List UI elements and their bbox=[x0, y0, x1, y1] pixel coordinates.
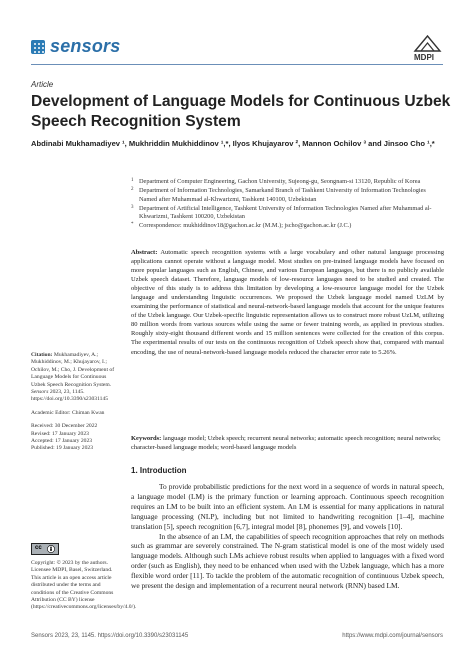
article-title: Development of Language Models for Continuous Uzbek Speech Recognition System bbox=[31, 93, 451, 130]
author-list: Abdinabi Mukhamadiyev ¹, Mukhriddin Mukhiddinov ¹,*, Ilyos Khujayarov ², Mannon Ochilov ³ and Jinsoo Cho ¹,* bbox=[31, 139, 435, 148]
logo-dot bbox=[34, 51, 36, 53]
affiliation-item: 3 Department of Artificial Intelligence, Tashkent University of Information Technologies Named after Muhammad al-Khwarizmi, Tashkent 100200, Uzbekistan bbox=[131, 204, 432, 221]
citation-doi-link[interactable]: 2023, 23, 1145. https://doi.org/10.3390/s23031145 bbox=[31, 389, 109, 403]
correspondence[interactable]: * Correspondence: mukhiddinov18@gachon.ac.kr (M.M.); jscho@gachon.ac.kr (J.C.) bbox=[131, 222, 352, 230]
footer-journal-url[interactable]: https://www.mdpi.com/journal/sensors bbox=[342, 633, 443, 639]
logo-dot bbox=[38, 43, 40, 45]
logo-dot bbox=[34, 43, 36, 45]
paragraph: In the absence of an LM, the capabilities of speech recognition approaches that rely on methods such as grammar are severely constrained. The N-gram statistical model is one of the most widely used language models. Although such LMs achieve robust results when applied to languages with a fixed word order (such as English), they need to be enhanced when used with the Uzbek language, which has a more flexible word order [11]. To tackle the problem of the automatic recognition of continuous Uzbek speech, we present the design and implementation of a recurrent neural network (RNN) based LM. bbox=[131, 531, 444, 591]
logo-dot bbox=[42, 47, 44, 49]
affiliation-item: 2 Department of Information Technologies, Samarkand Branch of Tashkent University of Information Technologies Named after Muhammad al-Khwarizmi, Tashkent 140100, Uzbekistan bbox=[131, 187, 426, 203]
keywords-text: language model; Uzbek speech; recurrent neural networks; automatic speech recognition; neural networks; character-based language models; word-based language models bbox=[131, 435, 441, 451]
article-type: Article bbox=[31, 80, 54, 89]
sensors-logo-icon bbox=[31, 40, 45, 54]
accepted-date: Accepted: 17 January 2023 bbox=[31, 438, 93, 445]
publisher-name: MDPI bbox=[414, 53, 434, 62]
logo-dot bbox=[42, 51, 44, 53]
copyright-notice: Copyright: © 2023 by the authors. Licensee MDPI, Basel, Switzerland. This article is an open access article distributed under the terms and conditions of the Creative Commons Attribution (CC BY) license (https://creativecommons.org/licenses/by/4.0/). bbox=[31, 560, 137, 611]
keywords-label: Keywords: bbox=[131, 435, 162, 442]
abstract-text: Automatic speech recognition systems with a large vocabulary and other natural language processing applications cannot operate without a language model. Most studies on pre-trained language models have focused on more popular languages such as English, Chinese, and various European languages, but there is no publicly available Uzbek speech dataset. Therefore, language models of low-resource languages need to be studied and created. The objective of this study is to address this limitation by developing a low-resource language model for the Uzbek language and understanding linguistic occurrences. We proposed the Uzbek language model named UzLM by examining the performance of statistical and neural-network-based language models that account for the unique features of the Uzbek language. Our Uzbek-specific linguistic representation allows us to construct more robust UzLM, utilizing 80 million words from various sources while using the same or fewer training words, as applied in previous studies. Roughly sixty-eight thousand different words and 15 million sentences were collected for the creation of this corpus. The experimental results of our tests on the continuous recognition of Uzbek speech show that, compared with manual encoding, the use of neural-network-based language models reduced the character error rate to 5.26%. bbox=[131, 249, 444, 356]
journal-name[interactable]: sensors bbox=[50, 36, 121, 56]
cc-by-license-icon[interactable]: cc bbox=[31, 543, 59, 555]
section-heading: 1. Introduction bbox=[131, 466, 187, 475]
logo-dot bbox=[34, 47, 36, 49]
affiliations bbox=[131, 178, 441, 232]
keywords bbox=[131, 434, 444, 452]
logo-dot bbox=[38, 47, 40, 49]
citation: Citation: Mukhamadiyev, A.; Mukhiddinov, M.; Khujayarov, I.; Ochilov, M.; Cho, J. Development of Language Models for Continuous Uzbek Speech Recognition System. Sensors 2023, 23, 1145. https://doi.org/10.3390/s23031145 bbox=[31, 352, 115, 403]
abstract bbox=[131, 248, 444, 357]
introduction-body bbox=[131, 482, 444, 591]
received-date: Received: 30 December 2022 bbox=[31, 423, 98, 430]
revised-date: Revised: 17 January 2023 bbox=[31, 430, 89, 437]
footer-citation[interactable]: Sensors 2023, 23, 1145. https://doi.org/10.3390/s23031145 bbox=[31, 633, 189, 639]
logo-dot bbox=[38, 51, 40, 53]
published-date: Published: 19 January 2023 bbox=[31, 445, 93, 452]
sidebar bbox=[31, 352, 116, 453]
academic-editor: Academic Editor: Chiman Kwan bbox=[31, 409, 105, 416]
abstract-label: Abstract: bbox=[131, 249, 158, 256]
mdpi-logo-icon[interactable] bbox=[413, 34, 442, 52]
logo-dot bbox=[42, 43, 44, 45]
header-divider bbox=[31, 64, 443, 65]
paragraph: To provide probabilistic predictions for the next word in a sequence of words in natural speech, a language model (LM) is the primary function or learning approach. Continuous speech recognition requires an LM to be built into an efficient system. An LM is essential for many applications in natural language processing (NLP), including but not limited to handwriting recognition [1–4], machine translation [5], speech recognition [6,7], integral model [8], phonemes [9], and vowels [10]. bbox=[131, 482, 444, 531]
person-icon bbox=[47, 545, 55, 553]
affiliation-item: 1 Department of Computer Engineering, Gachon University, Sujeong-gu, Seongnam-si 13120, Republic of Korea bbox=[131, 178, 421, 185]
